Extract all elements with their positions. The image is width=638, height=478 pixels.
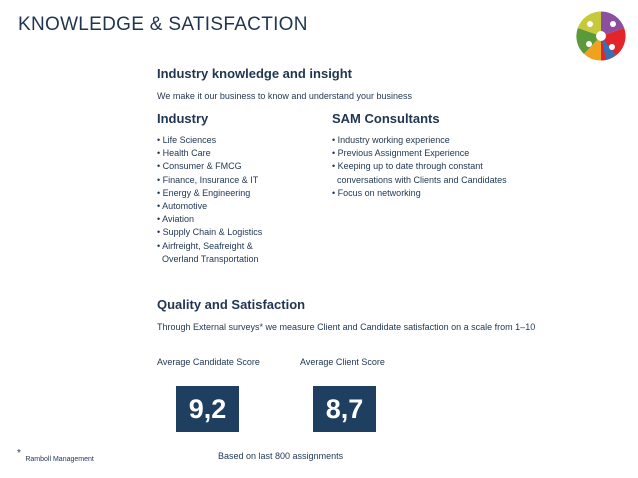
list-item: • Industry working experience: [332, 135, 450, 145]
candidate-score-value: 9,2: [176, 386, 239, 432]
knowledge-intro: We make it our business to know and understand your business: [157, 91, 412, 101]
list-item: Overland Transportation: [157, 253, 259, 264]
client-score-label: Average Client Score: [300, 357, 385, 367]
list-item: • Life Sciences: [157, 135, 217, 145]
list-item: • Energy & Engineering: [157, 187, 251, 198]
list-item: • Keeping up to date through constant: [332, 161, 483, 172]
knowledge-heading: Industry knowledge and insight: [157, 66, 353, 81]
list-item: • Finance, Insurance & IT: [157, 174, 259, 185]
page-title: KNOWLEDGE & SATISFACTION: [18, 14, 308, 35]
industry-heading: Industry: [157, 111, 209, 126]
assignments-basis: Based on last 800 assignments: [218, 451, 344, 461]
quality-heading: Quality and Satisfaction: [157, 297, 306, 312]
list-item: • Automotive: [157, 201, 208, 212]
quality-description: Through External surveys* we measure Client and Candidate satisfaction on a scale from 1–10: [157, 322, 536, 332]
footnote-source: Ramboll Management: [25, 456, 94, 463]
list-item: • Airfreight, Seafreight &: [157, 240, 253, 251]
candidate-score-label: Average Candidate Score: [157, 357, 260, 367]
consultants-list: [332, 134, 507, 200]
puzzle-logo: [576, 11, 626, 61]
industry-list: [157, 134, 262, 266]
list-item: conversations with Clients and Candidates: [332, 174, 507, 185]
footnote: [17, 448, 94, 466]
consultants-heading: SAM Consultants: [332, 111, 440, 126]
client-score-value: 8,7: [313, 386, 376, 432]
list-item: • Consumer & FMCG: [157, 161, 242, 172]
footnote-marker: *: [17, 448, 21, 459]
list-item: • Focus on networking: [332, 187, 421, 198]
list-item: • Health Care: [157, 148, 211, 159]
list-item: • Aviation: [157, 214, 195, 225]
list-item: • Supply Chain & Logistics: [157, 227, 263, 238]
list-item: • Previous Assignment Experience: [332, 148, 470, 159]
